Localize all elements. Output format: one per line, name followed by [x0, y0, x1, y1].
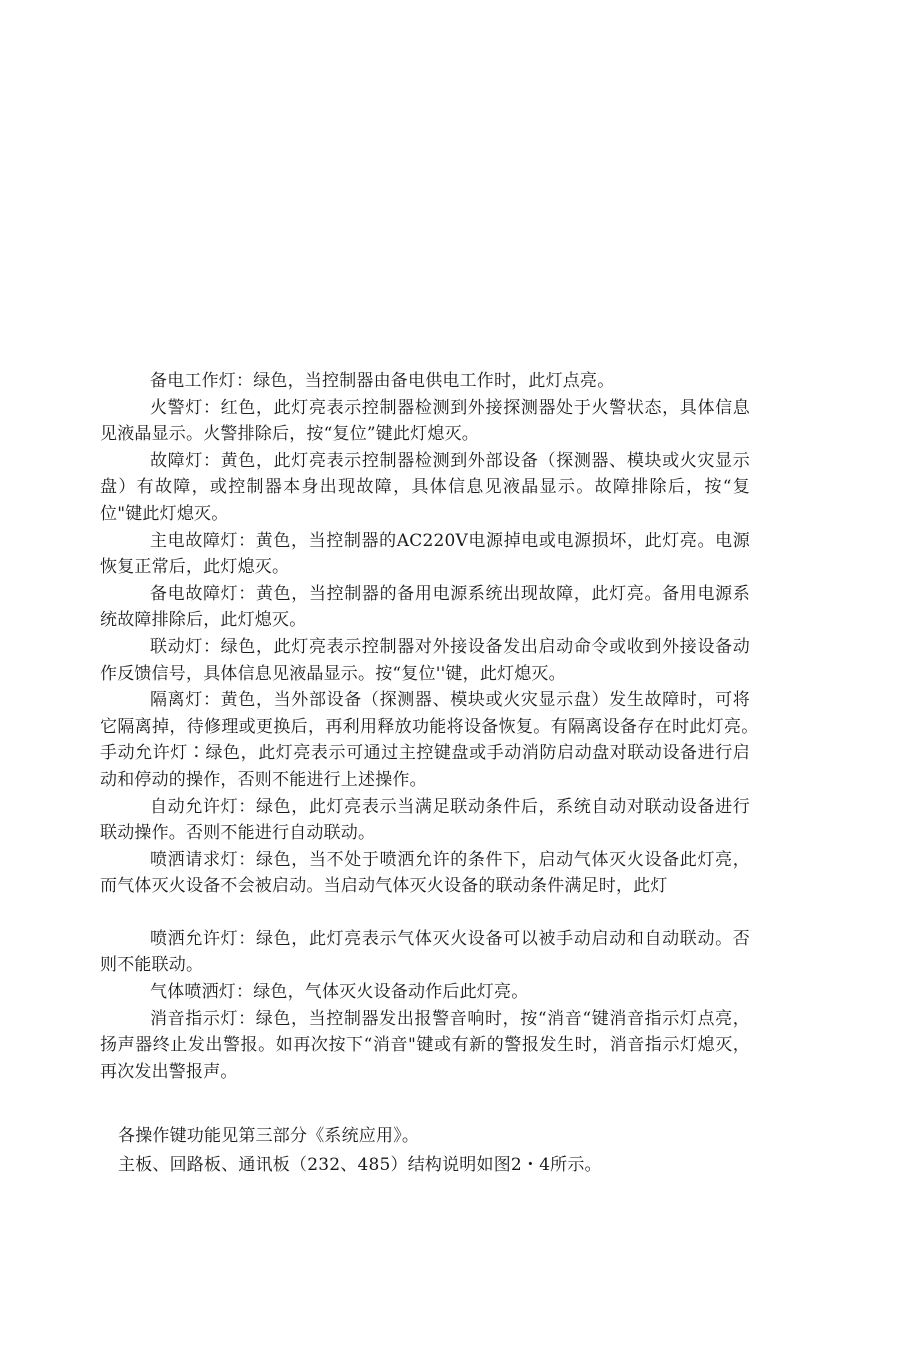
paragraph-fire-alarm-light: 火警灯：红色，此灯亮表示控制器检测到外接探测器处于火警状态，具体信息见液晶显示。火警排除后，按“复位”键此灯熄灭。 [100, 397, 750, 445]
footer-line-operation-keys: 各操作键功能见第三部分《系统应用》。 [118, 1126, 420, 1146]
paragraph-silence-indicator-light: 消音指示灯：绿色，当控制器发出报警音响时，按“消音“键消音指示灯点亮，扬声器终止发出警报。如再次按下“消音"键或有新的警报发生时，消音指示灯熄灭，再次发出警报声。 [100, 1008, 750, 1082]
paragraph-spray-request-light: 喷洒请求灯：绿色，当不处于喷洒允许的条件下，启动气体灭火设备此灯亮，而气体灭火设备不会被启动。当启动气体灭火设备的联动条件满足时，此灯 [100, 849, 750, 897]
document-footer-notes [118, 1122, 758, 1180]
paragraph-main-power-fault-light: 主电故障灯：黄色，当控制器的AC220V电源掉电或电源损坏，此灯亮。电源恢复正常后，此灯熄灭。 [100, 530, 750, 578]
footer-line-board-structure: 主板、回路板、通讯板（232、485）结构说明如图2・4所示。 [118, 1155, 602, 1175]
indicator-light-descriptions [100, 368, 802, 1085]
paragraph-gap [100, 900, 750, 926]
paragraph-isolation-light: 隔离灯：黄色，当外部设备（探测器、模块或火灾显示盘）发生故障时，可将它隔离掉，待修理或更换后，再利用释放功能将设备恢复。有隔离设备存在时此灯亮。 手动允许灯∶绿色，此灯亮表示可通过主控键盘或手动消防启动盘对联动设备进行启动和停动的操作，否则不能进行上述操作。 [100, 690, 802, 790]
paragraph-gas-spray-light: 气体喷洒灯：绿色，气体灭火设备动作后此灯亮。 [150, 982, 529, 1003]
paragraph-spray-allow-light: 喷洒允许灯：绿色，此灯亮表示气体灭火设备可以被手动启动和自动联动。否则不能联动。 [100, 928, 750, 976]
paragraph-fault-light: 故障灯：黄色，此灯亮表示控制器检测到外部设备（探测器、模块或火灾显示盘）有故障，或控制器本身出现故障，具体信息见液晶显示。故障排除后，按“复位"键此灯熄灭。 [100, 450, 750, 524]
paragraph-linkage-light: 联动灯：绿色，此灯亮表示控制器对外接设备发出启动命令或收到外接设备动作反馈信号，具体信息见液晶显示。按“复位''键，此灯熄灭。 [100, 636, 750, 684]
paragraph-backup-power-work-light: 备电工作灯：绿色，当控制器由备电供电工作时，此灯点亮。 [150, 371, 615, 391]
paragraph-auto-allow-light: 自动允许灯：绿色，此灯亮表示当满足联动条件后，系统自动对联动设备进行联动操作。否则不能进行自动联动。 [100, 796, 750, 844]
paragraph-backup-power-fault-light: 备电故障灯：黄色，当控制器的备用电源系统出现故障，此灯亮。备用电源系统故障排除后，此灯熄灭。 [100, 583, 750, 631]
